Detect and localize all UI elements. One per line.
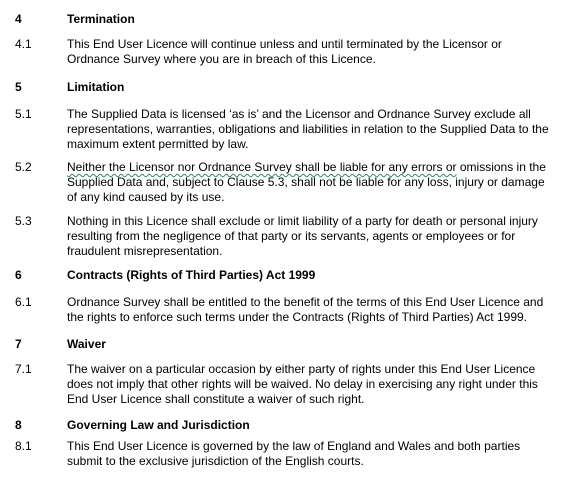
clause-line: resulting from the negligence of that party or its servants, agents or employees or for: [67, 229, 516, 243]
clause-number: 4.1: [15, 37, 32, 51]
clause-line: Ordnance Survey where you are in breach of this Licence.: [67, 52, 376, 66]
clause-number: 8.1: [15, 439, 32, 453]
section-number: 8: [15, 418, 22, 432]
section-title: Limitation: [67, 80, 125, 94]
clause-number: 5.3: [15, 214, 32, 228]
clause-number: 5.2: [15, 160, 32, 174]
clause-text: [67, 362, 563, 407]
clause-text: [67, 439, 563, 469]
clause-text: [67, 214, 563, 259]
section-title: Governing Law and Jurisdiction: [67, 418, 250, 432]
clause-line: End User Licence shall constitute a waiver of such right.: [67, 392, 365, 406]
clause-text: [67, 107, 563, 152]
clause-line: Supplied Data and, subject to Clause 5.3, shall not be liable for any loss, injury or damage: [67, 175, 545, 189]
clause-line: submit to the exclusive jurisdiction of the English courts.: [67, 454, 364, 468]
clause-line: This End User Licence is governed by the law of England and Wales and both parties: [67, 439, 521, 453]
clause-line: Nothing in this Licence shall exclude or limit liability of a party for death or personal injury: [67, 214, 538, 228]
clause-line: This End User Licence will continue unless and until terminated by the Licensor or: [67, 37, 502, 51]
clause-text: [67, 295, 563, 325]
section-number: 4: [15, 12, 22, 26]
clause-text: [67, 160, 563, 205]
clause-line: the rights to enforce such terms under the Contracts (Rights of Third Parties) Act 1999.: [67, 310, 527, 324]
clause-line-rest: omissions in the: [456, 160, 546, 174]
clause-number: 6.1: [15, 295, 32, 309]
clause-number: 7.1: [15, 362, 32, 376]
section-number: 5: [15, 80, 22, 94]
section-title: Contracts (Rights of Third Parties) Act 1999: [67, 268, 316, 282]
clause-text: [67, 37, 563, 67]
clause-line: The Supplied Data is licensed ‘as is’ and the Licensor and Ordnance Survey exclude all: [67, 107, 531, 121]
clause-line: Ordnance Survey shall be entitled to the benefit of the terms of this End User Licence and: [67, 295, 544, 309]
section-number: 7: [15, 337, 22, 351]
clause-line: fraudulent misrepresentation.: [67, 244, 223, 258]
section-title: Termination: [67, 12, 135, 26]
clause-line: [67, 160, 563, 175]
clause-line: maximum extent permitted by law.: [67, 137, 249, 151]
grammar-underline: Neither the Licensor nor Ordnance Survey shall be liable for any errors or: [67, 160, 457, 174]
clause-line: does not imply that other rights will be waived. No delay in exercising any right under this: [67, 377, 538, 391]
clause-line: representations, warranties, obligations and liabilities in relation to the Supplied Data to the: [67, 122, 549, 136]
section-number: 6: [15, 268, 22, 282]
clause-number: 5.1: [15, 107, 32, 121]
section-title: Waiver: [67, 337, 106, 351]
clause-line: The waiver on a particular occasion by either party of rights under this End User Licence: [67, 362, 536, 376]
clause-line: of any kind caused by its use.: [67, 190, 225, 204]
